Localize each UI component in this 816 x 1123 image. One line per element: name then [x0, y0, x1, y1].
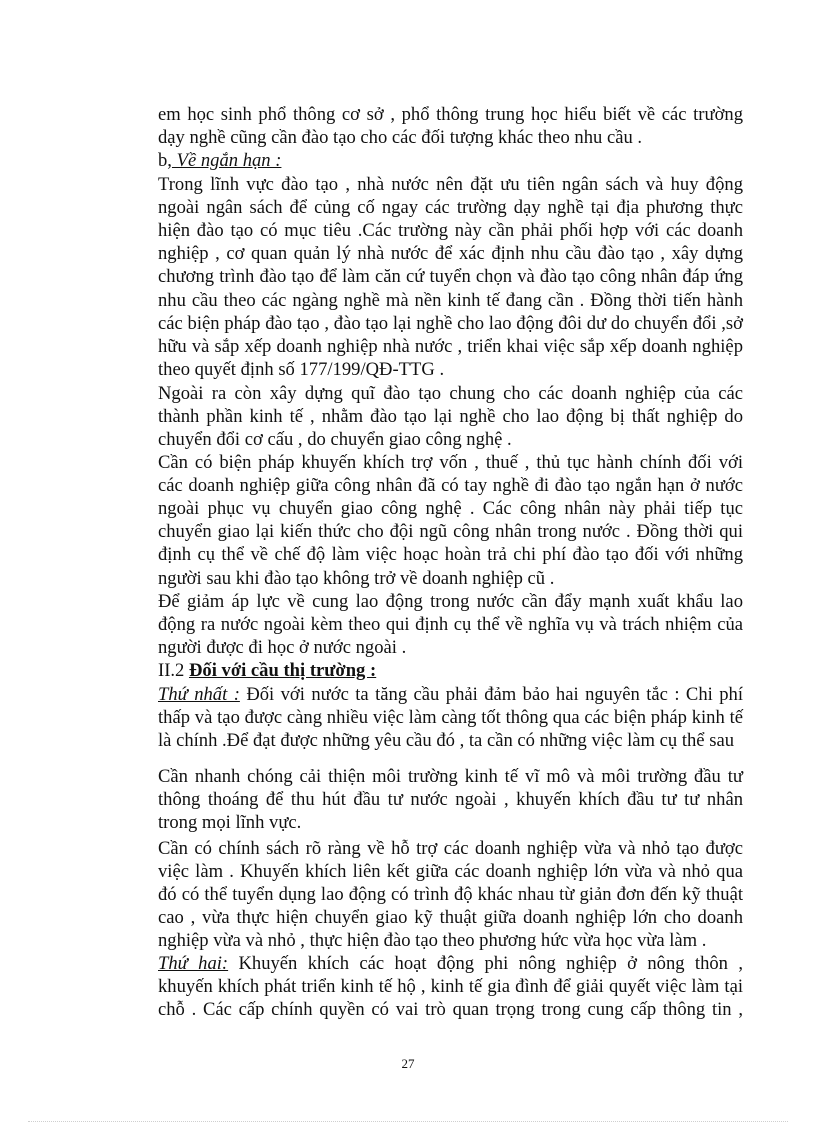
text-line [158, 930, 743, 952]
text-line [158, 861, 743, 883]
line-text: định cụ thể về chế độ làm việc hoạc hoàn trả chi phí đào tạo đối với những [158, 544, 743, 565]
text-line [158, 150, 743, 172]
line-text: Trong lĩnh vực đào tạo , nhà nước nên đặt ưu tiên ngân sách và huy động [158, 174, 743, 195]
text-line [158, 104, 743, 126]
line-text: người được đi học ở nước ngoài . [158, 637, 407, 658]
text-line [158, 684, 743, 706]
line-text: đó có thể tuyển dụng lao động có trình độ khác nhau từ giản đơn đến kỹ thuật [158, 884, 743, 905]
line-text: theo quyết định số 177/199/QĐ-TTG . [158, 359, 445, 380]
line-text: ngoài phục vụ chuyển giao công nghệ . Các công nhân này phải tiếp tục [158, 498, 743, 519]
line-text: nhu cầu theo các ngàng nghề mà nền kinh tế đang cần . Đồng thời tiến hành [158, 290, 743, 311]
line-text: trong mọi lĩnh vực. [158, 812, 302, 833]
emphasis-text: Đối với cầu thị trường : [188, 660, 377, 681]
emphasis-text: Thứ nhất : [158, 684, 240, 705]
line-text: chương trình đào tạo để làm căn cứ tuyển chọn và đào tạo công nhân đáp ứng [158, 266, 743, 287]
text-line [158, 521, 743, 543]
text-line [158, 568, 743, 590]
text-line [158, 660, 743, 682]
text-line [158, 243, 743, 265]
line-text: thông thoáng để thu hút đầu tư nước ngoài , khuyến khích đầu tư tư nhân [158, 789, 743, 810]
line-text: Để giảm áp lực về cung lao động trong nước cần đẩy mạnh xuất khẩu lao [158, 591, 743, 612]
text-line [158, 383, 743, 405]
line-text: việc làm . Khuyến khích liên kết giữa các doanh nghiệp lớn vừa và nhỏ qua [158, 861, 743, 882]
line-text: nghiệp , cơ quan quản lý nhà nước để xác định nhu cầu đào tạo , xây dựng [158, 243, 743, 264]
text-line [158, 637, 743, 659]
line-text: các doanh nghiệp giữa công nhân đã có tay nghề đi đào tạo ngắn hạn ở nước [158, 475, 743, 496]
text-line [158, 127, 743, 149]
text-line [158, 976, 743, 998]
line-text: nghiệp vừa và nhỏ , thực hiện đào tạo theo phương hức vừa học vừa làm . [158, 930, 707, 951]
line-text: chỗ . Các cấp chính quyền có vai trò quan trọng trong cung cấp thông tin , [158, 999, 743, 1020]
line-text: Cần nhanh chóng cải thiện môi trường kinh tế vĩ mô và môi trường đầu tư [158, 766, 743, 787]
line-text: Ngoài ra còn xây dựng quĩ đào tạo chung cho các doanh nghiệp của các [158, 383, 743, 404]
text-line [158, 614, 743, 636]
line-text: Đối với nước ta tăng cầu phải đảm bảo hai nguyên tắc : Chi phí [239, 684, 743, 705]
line-text: II.2 [158, 660, 189, 681]
text-line [158, 290, 743, 312]
text-line [158, 429, 743, 451]
line-text: các biện pháp đào tạo , đào tạo lại nghề cho lao động đôi dư do chuyển đổi ,sở [158, 313, 743, 334]
line-text: cao , vừa thực hiện chuyển giao kỹ thuật giữa doanh nghiệp lớn cho doanh [158, 907, 743, 928]
line-text: thấp và tạo được càng nhiều việc làm càng tốt thông qua các biện pháp kinh tế [158, 707, 743, 728]
emphasis-text: Thứ hai: [158, 953, 229, 974]
text-line [158, 174, 743, 196]
line-text: hiện đào tạo có mục tiêu .Các trường này cần phải phối hợp với các doanh [158, 220, 743, 241]
line-text: khuyến khích phát triển kinh tế hộ , kinh tế gia đình để giải quyết việc làm tại [158, 976, 743, 997]
text-line [158, 544, 743, 566]
text-line [158, 838, 743, 860]
text-line [158, 266, 743, 288]
page-edge-divider [28, 1121, 788, 1122]
line-text: người sau khi đào tạo không trở về doanh nghiệp cũ . [158, 568, 555, 589]
text-line [158, 707, 743, 729]
page-number: 27 [401, 1056, 415, 1071]
text-line [158, 884, 743, 906]
line-text: là chính .Để đạt được những yêu cầu đó , ta cần có những việc làm cụ thể sau [158, 730, 734, 751]
text-line [158, 452, 743, 474]
line-text: động ra nước ngoài kèm theo qui định cụ thể về nghĩa vụ và trách nhiệm của [158, 614, 743, 635]
text-line [158, 336, 743, 358]
line-text: chuyển giao lại kiến thức cho đội ngũ công nhân trong nước . Đồng thời qui [158, 521, 743, 542]
text-line [158, 220, 743, 242]
text-line [158, 359, 743, 381]
text-line [158, 591, 743, 613]
line-text: Cần có chính sách rõ ràng về hỗ trợ các doanh nghiệp vừa và nhỏ tạo được [158, 838, 743, 859]
line-text: Khuyến khích các hoạt động phi nông nghiệp ở nông thôn , [228, 953, 743, 974]
line-text: ngoài ngân sách để củng cố ngay các trường dạy nghề tại địa phương thực [158, 197, 743, 218]
text-line [158, 313, 743, 335]
text-line [158, 766, 743, 788]
text-line [158, 730, 743, 752]
text-line [158, 907, 743, 929]
line-text: em học sinh phổ thông cơ sở , phổ thông trung học hiểu biết về các trường [158, 104, 743, 125]
text-line [158, 197, 743, 219]
text-line [158, 789, 743, 811]
text-line [158, 812, 743, 834]
text-line [158, 406, 743, 428]
line-text: Cần có biện pháp khuyến khích trợ vốn , thuế , thủ tục hành chính đối với [158, 452, 743, 473]
text-line [158, 498, 743, 520]
text-line [158, 953, 743, 975]
emphasis-text: Về ngắn hạn : [171, 150, 282, 171]
line-text: chuyển đổi cơ cấu , do chuyển giao công nghệ . [158, 429, 512, 450]
line-text: b, [158, 150, 172, 171]
line-text: thành phần kinh tế , nhằm đào tạo lại nghề cho lao động bị thất nghiệp do [158, 406, 743, 427]
text-line [158, 475, 743, 497]
line-text: hữu và sắp xếp doanh nghiệp nhà nước , triển khai việc sắp xếp doanh nghiệp [158, 336, 743, 357]
text-line [158, 999, 743, 1021]
line-text: dạy nghề cũng cần đào tạo cho các đối tượng khác theo nhu cầu . [158, 127, 643, 148]
